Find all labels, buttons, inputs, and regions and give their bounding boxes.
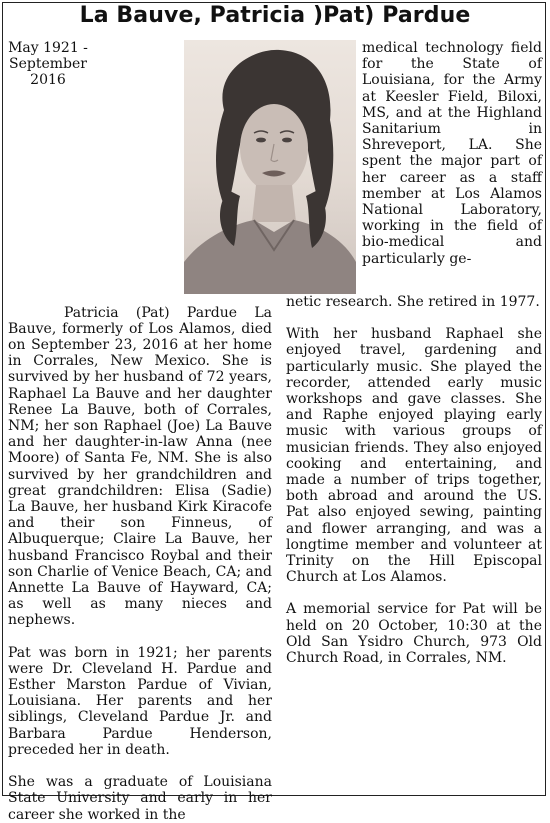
birth-date: May 1921 - [8, 40, 88, 56]
left-column [8, 40, 272, 823]
obituary-paragraph: Pat was born in 1921; her parents were Dr. Cleveland H. Pardue and Esther Marston Pardue of Vivian, Louisiana. Her parents and her siblings, Cleveland Pardue Jr. and Barbara Pardue Henderson, preceded her in death. [8, 644, 272, 758]
upper-right-text [362, 40, 542, 267]
obituary-paragraph: netic research. She retired in 1977. [286, 294, 540, 310]
obituary-paragraph: With her husband Raphael she enjoyed travel, gardening and particularly music. She played the recorder, attended early music workshops and gave classes. She and Raphe enjoyed playing early music with various groups of musician friends. They also enjoyed cooking and entertaining, and made a number of trips together, both abroad and around the US. Pat also enjoyed sewing, painting and flower arranging, and was a longtime member and volunteer at Trinity on the Hill Episcopal Church at Los Alamos. [286, 326, 542, 586]
obituary-paragraph: Patricia (Pat) Pardue La Bauve, formerly of Los Alamos, died on September 23, 2016 at her home in Corrales, New Mexico. She is survived by her husband of 72 years, Raphael La Bauve and her daughter Renee La Bauve, both of Corrales, NM; her son Raphael (Joe) La Bauve and her daughter-in-law Anna (nee Moore) of Santa Fe, NM. She is also survived by her grandchildren and great grandchildren: Elisa (Sadie) La Bauve, her husband Kirk Kiracofe and their son Finneus, of Albuquerque; Claire La Bauve, her husband Francisco Roybal and their son Charlie of Venice Beach, CA; and Annette La Bauve of Hayward, CA; as well as many nieces and nephews. [8, 304, 272, 629]
obituary-paragraph: A memorial service for Pat will be held on 20 October, 10:30 at the Old San Ysidro Church, 973 Old Church Road, in Corrales, NM. [286, 601, 542, 667]
right-column [286, 294, 542, 666]
death-date: September 2016 [9, 56, 87, 89]
career-paragraph-start: medical technology field for the State of Louisiana, for the Army at Keesler Field, Biloxi, MS, and at the Highland Sanitarium in Shreveport, LA. She spent the major part of her career as a staff member at Los Alamos National Laboratory, working in the field of bio-medical and particularly ge- [362, 40, 542, 267]
obituary-paragraph: She was a graduate of Louisiana State University and early in her career she worked in the [8, 774, 272, 823]
photo-spacer [92, 40, 272, 302]
obituary-title: La Bauve, Patricia )Pat) Pardue [79, 3, 471, 28]
